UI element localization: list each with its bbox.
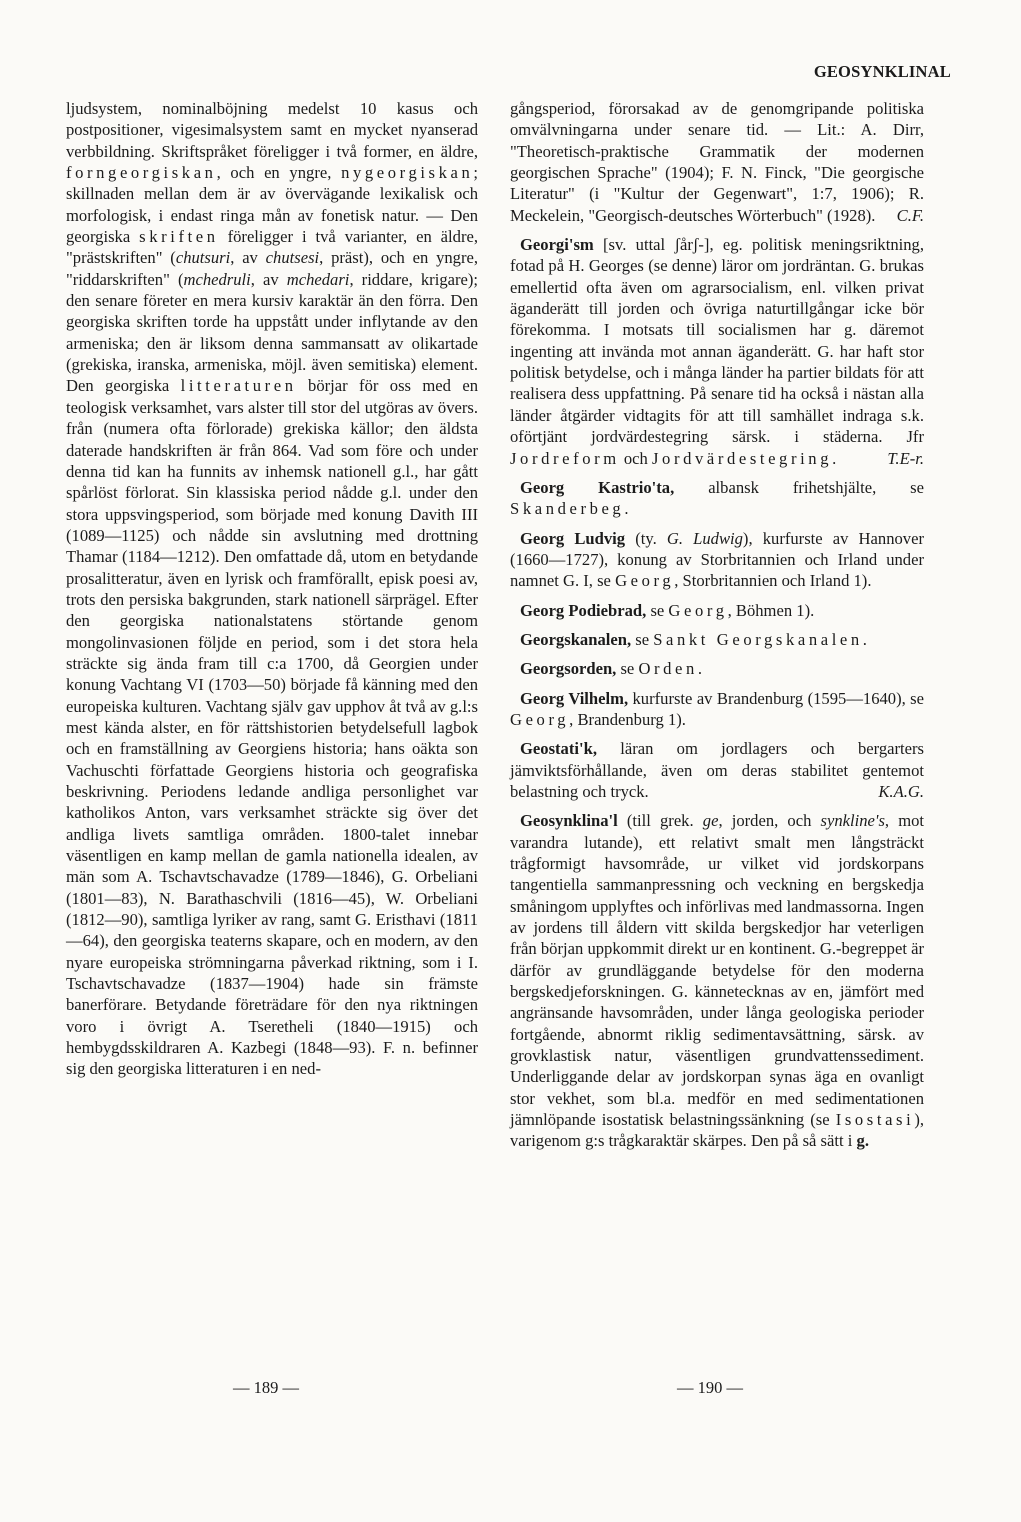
entry-georg-vilhelm: Georg Vilhelm, kurfurste av Brandenburg (1595—1640), se Georg, Brandenburg 1). [510,688,925,729]
right-column [510,98,924,1152]
headword: Georg Vilhelm, [520,688,629,708]
entry-georgism: Georgi'sm [sv. uttal ʃårʃ-], eg. politisk meningsriktning, fotad på H. Georges (se denne) läror om jordräntan. G. brukas emellertid ofta även om agrarsocialism, enl. vilken privat äganderätt till jorden och övriga naturtillgångar icke bör förekomma. I motsats till socialismen har g. däremot ingenting att invända mot annan äganderätt. G. har haft stor politisk betydelse, och i många länder ha partier bildats för att realisera dess uppfattning. På senare tid ha också i nästan alla länder åtgärder vidtagits för att till samhället indraga s.k. oförtjänt jordvärdestegring särsk. i städerna. Jfr Jordreform och Jordvärdestegring. T.E-r. [510,235,924,468]
running-head: GEOSYNKLINAL [813,62,951,81]
page-number-left: — 189 — [233,1378,299,1397]
entry-georgskanalen: Georgskanalen, se Sankt Georgskanalen. [520,629,867,649]
georgian-literature-continuation: gångsperiod, förorsakad av de genomgripande politiska omvälvningarna under senare tid. — Lit.: A. Dirr, "Theoretisch-praktische Grammatik der modernen georgischen Sprache" (1904); F. N. Finck, "Die georgische Literatur" (i "Kultur der Gegenwart", 1:7, 1906); R. Meckelein, "Georgisch-deutsches Wörterbuch" (1928). C.F. [510,99,924,225]
entry-georgsorden: Georgsorden, se Orden. [520,659,703,679]
author-signature: K.A.G. [878,781,924,801]
headword: Georg Podiebrad, [520,600,647,620]
author-signature: C.F. [896,205,924,225]
headword: Georg Ludvig [520,528,626,548]
entry-georg-ludvig: Georg Ludvig (ty. G. Ludwig), kurfurste av Hannover (1660—1727), konung av Storbritannien och Irland under namnet G. I, se Georg, Storbritannien och Irland 1). [510,528,924,591]
headword: Geosynklina'l [520,811,618,831]
georgian-language-entry-continuation: ljudsystem, nominalböjning medelst 10 kasus och postpositioner, vigesimalsystem samt en mycket nyanserad verbbildning. Skriftspråket föreligger i två former, en äldre, forngeorgiskan, och en yngre, nygeorgiskan; skillnaden mellan dem är av övervägande lexikalisk och morfologisk, i endast ringa mån av fonetisk natur. — Den georgiska skriften föreligger i två varianter, en äldre, "prästskriften" (chutsuri, av chutsesi, präst), och en yngre, "riddarskriften" (mchedruli, av mchedari, riddare, krigare); den senare företer en mera kursiv karaktär än den förra. Den georgiska skriften torde ha uppstått under inflytande av den armeniska; den är liksom denna sammansatt av olikartade (grekiska, iranska, armeniska, möjl. även semitiska) element. Den georgiska litteraturen börjar för oss med en teologisk verksamhet, vars alster till stor del utgöras av övers. från (numera ofta förlorade) grekiska källor; den äldsta daterade handskriften är från 864. Vad som före och under denna tid kan ha funnits av inhemsk nationell g.l., har gått spårlöst förlorat. Sin klassiska period nådde g.l. under den stora uppsvingsperiod, som började med konung Davith III (1089—1125) och nådde sin avslutning med drottning Thamar (1184—1212). Den omfattade då, utom en betydande prosalitteratur, även en lyrisk och framförallt, episk poesi av, trots den persiska bakgrunden, stark nationell särprägel. Efter den georgiska nationalstatens störtande genom mongolinvasionen följde en period, som i det stora hela sträckte sig ända fram till c:a 1700, då Georgien under konung Vachtang VI (1703—50) började få känning med den europeiska kulturen. Vachtang själv gav upphov åt två av g.l:s mest kända alster, en för rättshistorien betydelsefull lagbok och en framställning av Georgiens historia; hans oäkta son Vachuschti författade Georgiens historia och geografiska beskrivning. Periodens ledande andliga personlighet var katholikos Anton, vars verksamhet sträckte sig över det andliga livets samtliga områden. 1800-talet innebar väsentligen en kamp mellan de gamla nationella idealen, av män som A. Tschavtschavadze (1789—1846), G. Orbeliani (1801—83), N. Barathaschvili (1816—45), W. Orbeliani (1812—90), samtliga lyriker av rang, samt G. Eristhavi (1811—64), den georgiska teaterns skapare, och en modern, av den nyare europeiska strömningarna påverkad riktning, som i I. Tschavtschavadze (1837—1904) hade sin främste banerförare. Betydande företrädare för den nya riktningen voro i övrigt A. Tseretheli (1840—1915) och hembygdsskildraren A. Kazbegi (1848—93). F. n. befinner sig den georgiska litteraturen i en ned- [66,99,479,1079]
entry-georg-podiebrad: Georg Podiebrad, se Georg, Böhmen 1). [520,600,815,620]
left-column [66,98,478,1080]
headword: Georgsorden, [520,659,617,679]
page-number-right: — 190 — [677,1378,743,1397]
entry-geostatik: Geostati'k, läran om jordlagers och bergarters jämviktsförhållande, även om deras stabilitet gentemot belastning och tryck. K.A.G. [510,739,924,801]
headword: Georgskanalen, [520,629,632,649]
headword: Georgi'sm [520,235,594,255]
author-signature: T.E-r. [887,448,924,468]
entry-geosynklinal: Geosynklina'l (till grek. ge, jorden, och synkline's, mot varandra lutande), ett relativt smalt men långsträckt trågformigt havsområde, ur vilket vid jordskorpans tangentiella sammanpressning och veckning en bergskedja småningom upplyftes och införlivas med landmassorna. Ingen av jordens till åldern vitt skilda bergskedjor har veterligen från början uppkommit direkt ur en kontinent. G.-begreppet är därför av grundläggande betydelse för den moderna bergskedjeforskningen. G. kännetecknas av en, jämfört med angränsande havsområden, under långa geologiska perioder fortgående, abnormt riklig sedimentavsättning, särsk. av grovklastisk natur, väsentligen grundvattenssediment. Underliggande delar av jordskorpan synas äga en ovanligt stor vekhet, som bl.a. medför en med sedimentationen jämnlöpande isostatisk belastningssänkning (se Isostasi), varigenom g:s trågkaraktär skärpes. Den på så sätt i g. [510,811,925,1151]
entry-georg-kastriota: Georg Kastrio'ta, albansk frihetshjälte, se Skanderbeg. [510,477,925,519]
headword: Geostati'k, [520,739,597,759]
headword: Georg Kastrio'ta, [520,477,675,497]
